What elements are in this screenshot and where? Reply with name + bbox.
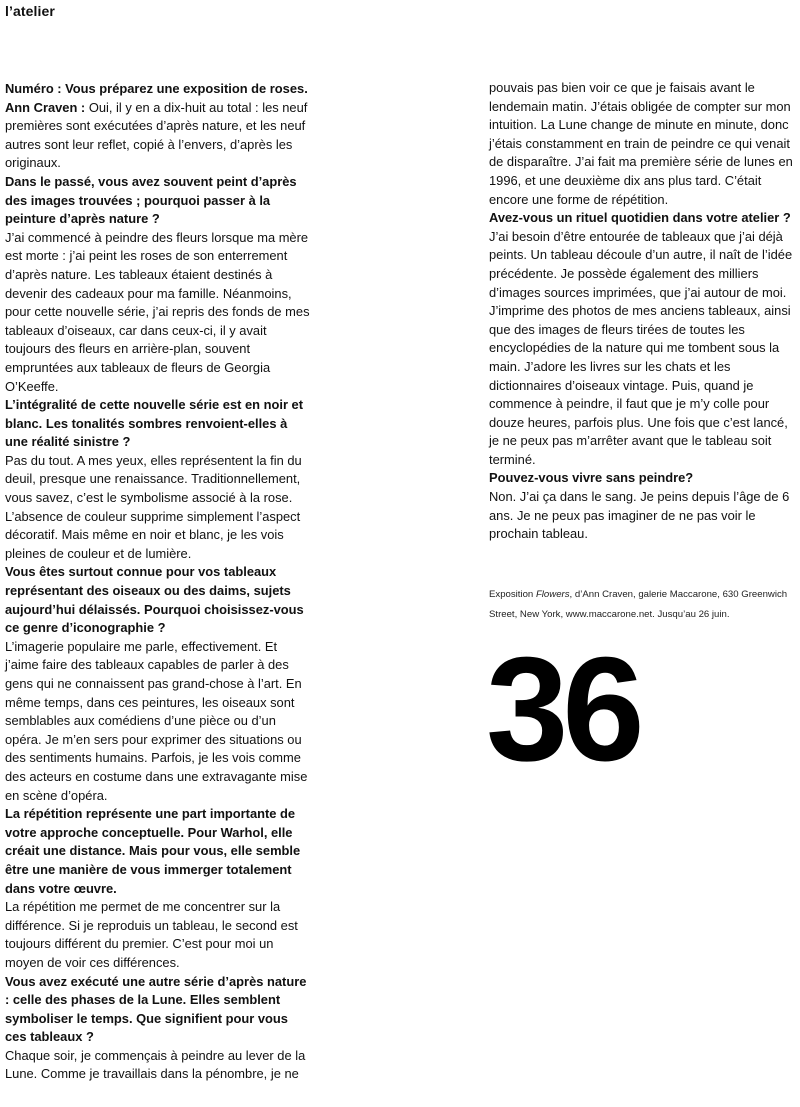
interview-answer [5, 452, 310, 564]
paragraph-text: Pouvez-vous vivre sans peindre? [489, 470, 694, 486]
section-title: l’atelier [5, 3, 55, 19]
paragraph-text: Vous avez exécuté une autre série d’après nature : celle des phases de la Lune. Elles semblent symboliser le temps. Que signifient pour vous ces tableaux ? [5, 973, 307, 1045]
interview-answer [489, 488, 797, 544]
right-column [489, 79, 797, 544]
page-number: 36 [486, 627, 639, 792]
paragraph-text: Oui, il y en a dix-huit au total : les neuf premières sont exécutées d’après nature, et les neuf autres sont leur reflet, copié à l’envers, d’après les originaux. [5, 99, 308, 171]
paragraph-text: L’intégralité de cette nouvelle série est en noir et blanc. Les tonalités sombres renvoient-elles à une réalité sinistre ? [5, 397, 304, 450]
interview-question [5, 973, 310, 1047]
exhibition-caption [489, 585, 794, 625]
paragraph-text: Chaque soir, je commençais à peindre au lever de la Lune. Comme je travaillais dans la pénombre, je ne [5, 1047, 306, 1082]
interview-answer [5, 638, 310, 805]
paragraph-text: J’ai commencé à peindre des fleurs lorsque ma mère est morte : j’ai peint les roses de son enterrement d’après nature. Les tableaux étaient destinés à devenir des cadeaux pour ma famille. Néanmoins, pour cette nouvelle série, j’ai repris des fonds de mes tableaux d’oiseaux, car dans ceux-ci, il y avait toujours des fleurs en arrière-plan, souvent empruntées aux tableaux de fleurs de Georgia O’Keeffe. [5, 229, 310, 394]
speaker-label: Ann Craven : [5, 99, 89, 115]
speaker-label: Numéro : [5, 81, 66, 96]
interview-question [5, 396, 310, 452]
left-column [5, 80, 310, 1084]
interview-answer [5, 1047, 310, 1084]
paragraph-text: La répétition me permet de me concentrer sur la différence. Si je reproduis un tableau, le second est toujours différent du premier. C’est pour moi un moyen de voir ces différences. [5, 899, 298, 970]
interview-question [5, 173, 310, 229]
paragraph-text: Vous êtes surtout connue pour vos tableaux représentant des oiseaux ou des daims, sujets aujourd’hui délaissés. Pourquoi choisissez-vous ce genre d’iconographie ? [5, 564, 304, 636]
interview-answer [489, 228, 797, 470]
paragraph-text: Pas du tout. A mes yeux, elles représentent la fin du deuil, presque une renaissance. Traditionnellement, vous savez, c’est le symbolisme associé à la rose. L’absence de couleur supprime simplement l’aspect décoratif. Mais même en noir et blanc, je les vois pleines de couleur et de lumière. [5, 452, 302, 561]
interview-answer [5, 229, 310, 396]
paragraph-text: pouvais pas bien voir ce que je faisais avant le lendemain matin. J’étais obligée de compter sur mon intuition. La Lune change de minute en minute, donc j’étais constamment en train de peindre ce qui venait de disparaître. J’ai fait ma première série de lunes en 1996, et une deuxième dix ans plus tard. C’était encore une forme de répétition. [489, 80, 793, 207]
paragraph-text: Vous préparez une exposition de roses. [65, 81, 308, 96]
interview-question [489, 469, 797, 488]
interview-question [5, 80, 310, 99]
caption-title: Flowers [535, 589, 570, 600]
caption-prefix: Exposition [489, 589, 536, 600]
interview-answer [5, 99, 310, 173]
paragraph-text: Non. J’ai ça dans le sang. Je peins depuis l’âge de 6 ans. Je ne peux pas imaginer de ne pas voir le prochain tableau. [489, 489, 790, 542]
paragraph-text: La répétition représente une part importante de votre approche conceptuelle. Pour Warhol, elle créait une distance. Mais pour vous, elle semble être une manière de vous immerger totalement dans votre œuvre. [5, 806, 301, 896]
paragraph-text: Avez-vous un rituel quotidien dans votre atelier ? [489, 210, 791, 226]
interview-answer [489, 79, 797, 209]
paragraph-text: J’ai besoin d’être entourée de tableaux que j’ai déjà peints. Un tableau découle d’un autre, il naît de l’idée précédente. Je possède également des milliers d’images sources imprimées, que j’ai autour de moi. J’imprime des photos de mes anciens tableaux, ainsi que des images de fleurs tirées de toutes les encyclopédies de la nature qui me tombent sous la main. J’adore les livres sur les chats et les dictionnaires d’oiseaux vintage. Puis, quand je commence à peindre, il faut que je m’y colle pour douze heures, parfois plus. Une fois que c’est lancé, je ne peux pas m’arrêter avant que le tableau soit terminé. [489, 228, 793, 467]
paragraph-text: L’imagerie populaire me parle, effectivement. Et j’aime faire des tableaux capables de parler à des gens qui ne connaissent pas grand-chose à l’art. En même temps, dans ces peintures, les oiseaux sont semblables aux comédiens d’une pièce ou d’un opéra. Je m’en sers pour exprimer des situations ou des sentiments humains. Parfois, je les vois comme des acteurs en costume dans une extravagante mise en scène d’opéra. [5, 638, 308, 803]
paragraph-text: Dans le passé, vous avez souvent peint d’après des images trouvées ; pourquoi passer à la peinture d’après nature ? [5, 173, 297, 227]
interview-answer [5, 898, 310, 972]
interview-question [5, 805, 310, 898]
caption-details: , d’Ann Craven, galerie Maccarone, 630 Greenwich Street, New York, www.maccarone.net. Jusqu’au 26 juin. [489, 589, 788, 620]
interview-question [489, 209, 797, 228]
interview-question [5, 563, 310, 637]
